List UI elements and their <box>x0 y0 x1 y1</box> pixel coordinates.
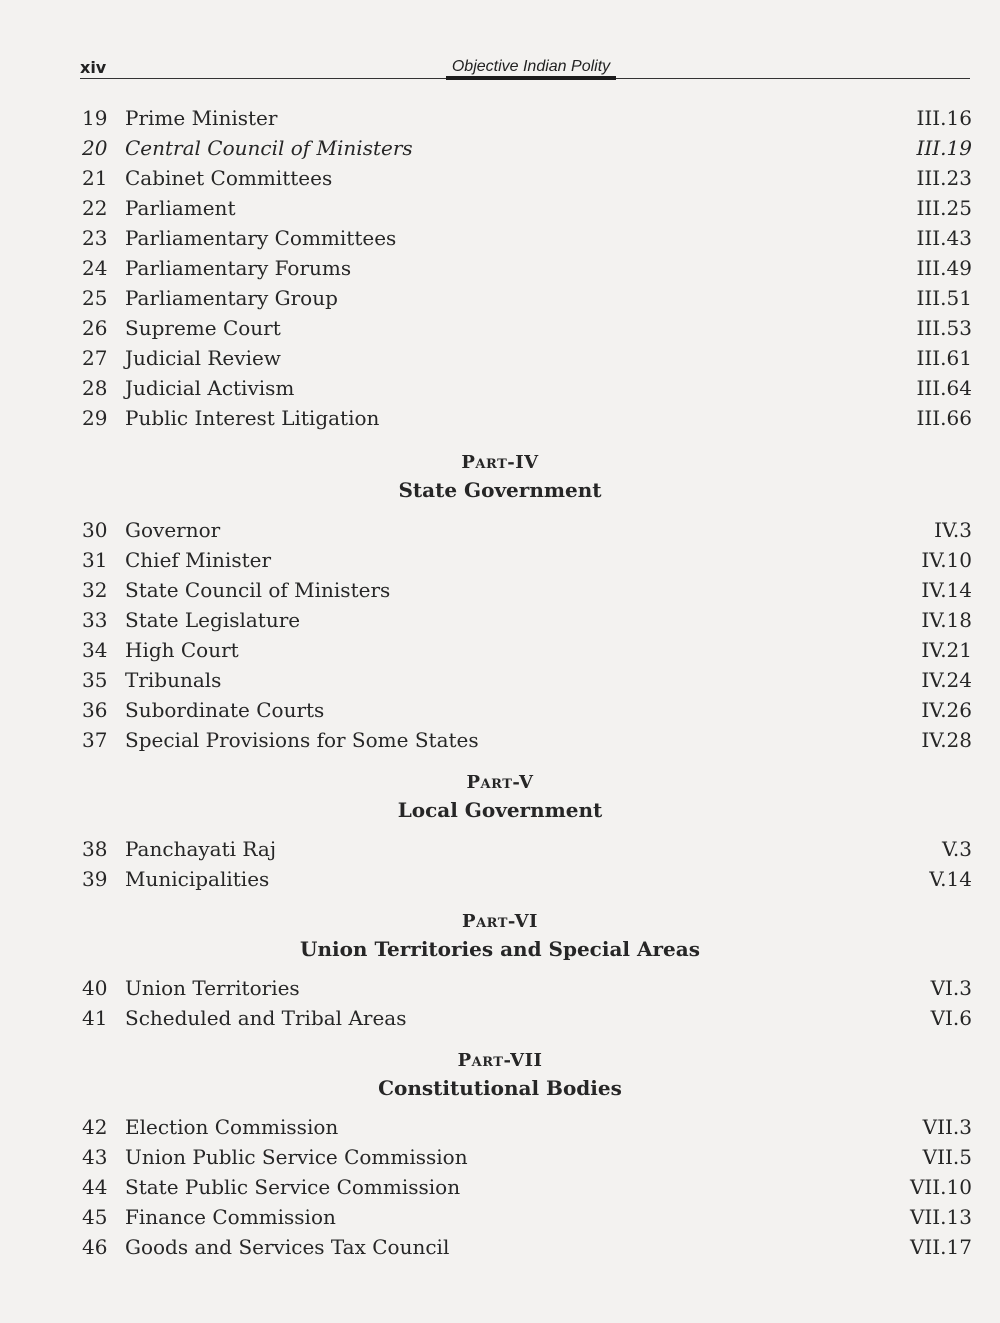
toc-entry <box>82 973 972 1003</box>
toc-entry <box>82 103 972 133</box>
toc-entry <box>82 343 972 373</box>
entry-title: State Council of Ministers <box>125 578 391 602</box>
entry-page: VII.5 <box>922 1145 972 1169</box>
entry-page: III.61 <box>916 346 972 370</box>
entry-title: Panchayati Raj <box>125 837 277 861</box>
part-subtitle: Local Government <box>397 798 603 822</box>
entry-title: Prime Minister <box>125 106 278 130</box>
entry-page: VI.3 <box>930 976 972 1000</box>
entry-number: 26 <box>82 316 108 340</box>
entry-number: 32 <box>82 578 108 602</box>
toc-entry <box>82 605 972 635</box>
entry-page: VII.17 <box>909 1235 972 1259</box>
entry-page: III.23 <box>916 166 972 190</box>
entry-title: Tribunals <box>125 668 222 692</box>
toc-entry <box>82 283 972 313</box>
entry-title: Special Provisions for Some States <box>125 728 479 752</box>
entry-page: IV.10 <box>921 548 972 572</box>
entry-title: Goods and Services Tax Council <box>125 1235 450 1259</box>
toc-entry <box>82 133 972 163</box>
entry-page: V.3 <box>941 837 972 861</box>
entry-number: 43 <box>82 1145 108 1169</box>
running-title: Objective Indian Polity <box>451 58 611 75</box>
part-heading <box>0 911 1000 967</box>
entry-number: 33 <box>82 608 108 632</box>
entry-number: 28 <box>82 376 108 400</box>
toc-section-part-vii <box>82 1112 972 1262</box>
entry-page: III.19 <box>916 136 972 160</box>
entry-number: 35 <box>82 668 108 692</box>
part-subtitle: Union Territories and Special Areas <box>300 937 700 961</box>
entry-page: V.14 <box>929 867 972 891</box>
toc-entry <box>82 193 972 223</box>
entry-page: IV.14 <box>921 578 972 602</box>
toc-section-part-iv <box>82 515 972 755</box>
toc-entry <box>82 373 972 403</box>
entry-number: 45 <box>82 1205 108 1229</box>
entry-title: Union Public Service Commission <box>125 1145 468 1169</box>
entry-page: IV.26 <box>921 698 972 722</box>
entry-title: Finance Commission <box>125 1205 336 1229</box>
entry-page: IV.28 <box>921 728 972 752</box>
entry-number: 22 <box>82 196 108 220</box>
toc-entry <box>82 253 972 283</box>
header-rule-accent <box>446 76 616 80</box>
entry-number: 46 <box>82 1235 108 1259</box>
entry-number: 25 <box>82 286 108 310</box>
entry-number: 23 <box>82 226 108 250</box>
part-heading <box>0 772 1000 828</box>
part-label: Part-IV <box>461 452 539 473</box>
entry-page: VII.13 <box>909 1205 972 1229</box>
entry-page: III.49 <box>916 256 972 280</box>
toc-entry <box>82 864 972 894</box>
entry-title: State Public Service Commission <box>125 1175 461 1199</box>
entry-title: State Legislature <box>125 608 301 632</box>
toc-entry <box>82 695 972 725</box>
toc-section-part-iii <box>82 103 972 433</box>
entry-page: III.66 <box>916 406 972 430</box>
entry-title: Parliamentary Committees <box>125 226 397 250</box>
toc-entry <box>82 403 972 433</box>
part-label: Part-V <box>466 772 534 793</box>
toc-entry <box>82 1202 972 1232</box>
entry-title: Scheduled and Tribal Areas <box>125 1006 407 1030</box>
toc-entry <box>82 1003 972 1033</box>
entry-page: III.51 <box>916 286 972 310</box>
toc-section-part-v <box>82 834 972 894</box>
toc-entry <box>82 1112 972 1142</box>
entry-number: 24 <box>82 256 108 280</box>
toc-entry <box>82 834 972 864</box>
part-subtitle: State Government <box>398 478 602 502</box>
entry-number: 41 <box>82 1006 108 1030</box>
entry-title: Union Territories <box>125 976 300 1000</box>
entry-page: IV.3 <box>934 518 972 542</box>
toc-entry <box>82 635 972 665</box>
toc-entry <box>82 313 972 343</box>
toc-entry <box>82 1172 972 1202</box>
entry-page: IV.24 <box>921 668 972 692</box>
entry-page: III.43 <box>916 226 972 250</box>
entry-title: High Court <box>125 638 239 662</box>
entry-title: Supreme Court <box>125 316 281 340</box>
entry-title: Judicial Activism <box>125 376 295 400</box>
entry-number: 31 <box>82 548 108 572</box>
entry-page: IV.18 <box>921 608 972 632</box>
toc-entry <box>82 163 972 193</box>
entry-number: 44 <box>82 1175 108 1199</box>
entry-number: 40 <box>82 976 108 1000</box>
entry-title: Judicial Review <box>125 346 281 370</box>
part-subtitle: Constitutional Bodies <box>378 1076 622 1100</box>
entry-title: Governor <box>125 518 221 542</box>
entry-number: 27 <box>82 346 108 370</box>
toc-entry <box>82 1142 972 1172</box>
page-header <box>80 56 970 84</box>
entry-title: Parliamentary Group <box>125 286 338 310</box>
entry-title: Central Council of Ministers <box>125 136 413 160</box>
entry-title: Election Commission <box>125 1115 339 1139</box>
entry-number: 30 <box>82 518 108 542</box>
entry-page: VII.3 <box>922 1115 972 1139</box>
toc-entry <box>82 515 972 545</box>
toc-entry <box>82 545 972 575</box>
entry-title: Subordinate Courts <box>125 698 325 722</box>
entry-page: III.25 <box>916 196 972 220</box>
entry-number: 34 <box>82 638 108 662</box>
entry-page: VII.10 <box>909 1175 972 1199</box>
entry-number: 29 <box>82 406 108 430</box>
part-heading <box>0 452 1000 508</box>
entry-number: 36 <box>82 698 108 722</box>
entry-title: Public Interest Litigation <box>125 406 380 430</box>
entry-title: Municipalities <box>125 867 270 891</box>
entry-page: III.53 <box>916 316 972 340</box>
toc-entry <box>82 665 972 695</box>
entry-page: III.16 <box>916 106 972 130</box>
entry-number: 21 <box>82 166 108 190</box>
entry-number: 19 <box>82 106 108 130</box>
part-label: Part-VI <box>462 911 538 932</box>
part-heading <box>0 1050 1000 1106</box>
entry-title: Parliamentary Forums <box>125 256 352 280</box>
entry-title: Parliament <box>125 196 236 220</box>
entry-title: Cabinet Committees <box>125 166 333 190</box>
entry-number: 39 <box>82 867 108 891</box>
entry-number: 20 <box>82 136 108 160</box>
entry-number: 38 <box>82 837 108 861</box>
entry-page: VI.6 <box>930 1006 972 1030</box>
toc-section-part-vi <box>82 973 972 1033</box>
entry-page: IV.21 <box>921 638 972 662</box>
entry-title: Chief Minister <box>125 548 272 572</box>
entry-page: III.64 <box>916 376 972 400</box>
entry-number: 37 <box>82 728 108 752</box>
page-number: xiv <box>80 58 107 77</box>
toc-entry <box>82 1232 972 1262</box>
toc-entry <box>82 575 972 605</box>
part-label: Part-VII <box>457 1050 543 1071</box>
toc-entry <box>82 223 972 253</box>
entry-number: 42 <box>82 1115 108 1139</box>
toc-entry <box>82 725 972 755</box>
